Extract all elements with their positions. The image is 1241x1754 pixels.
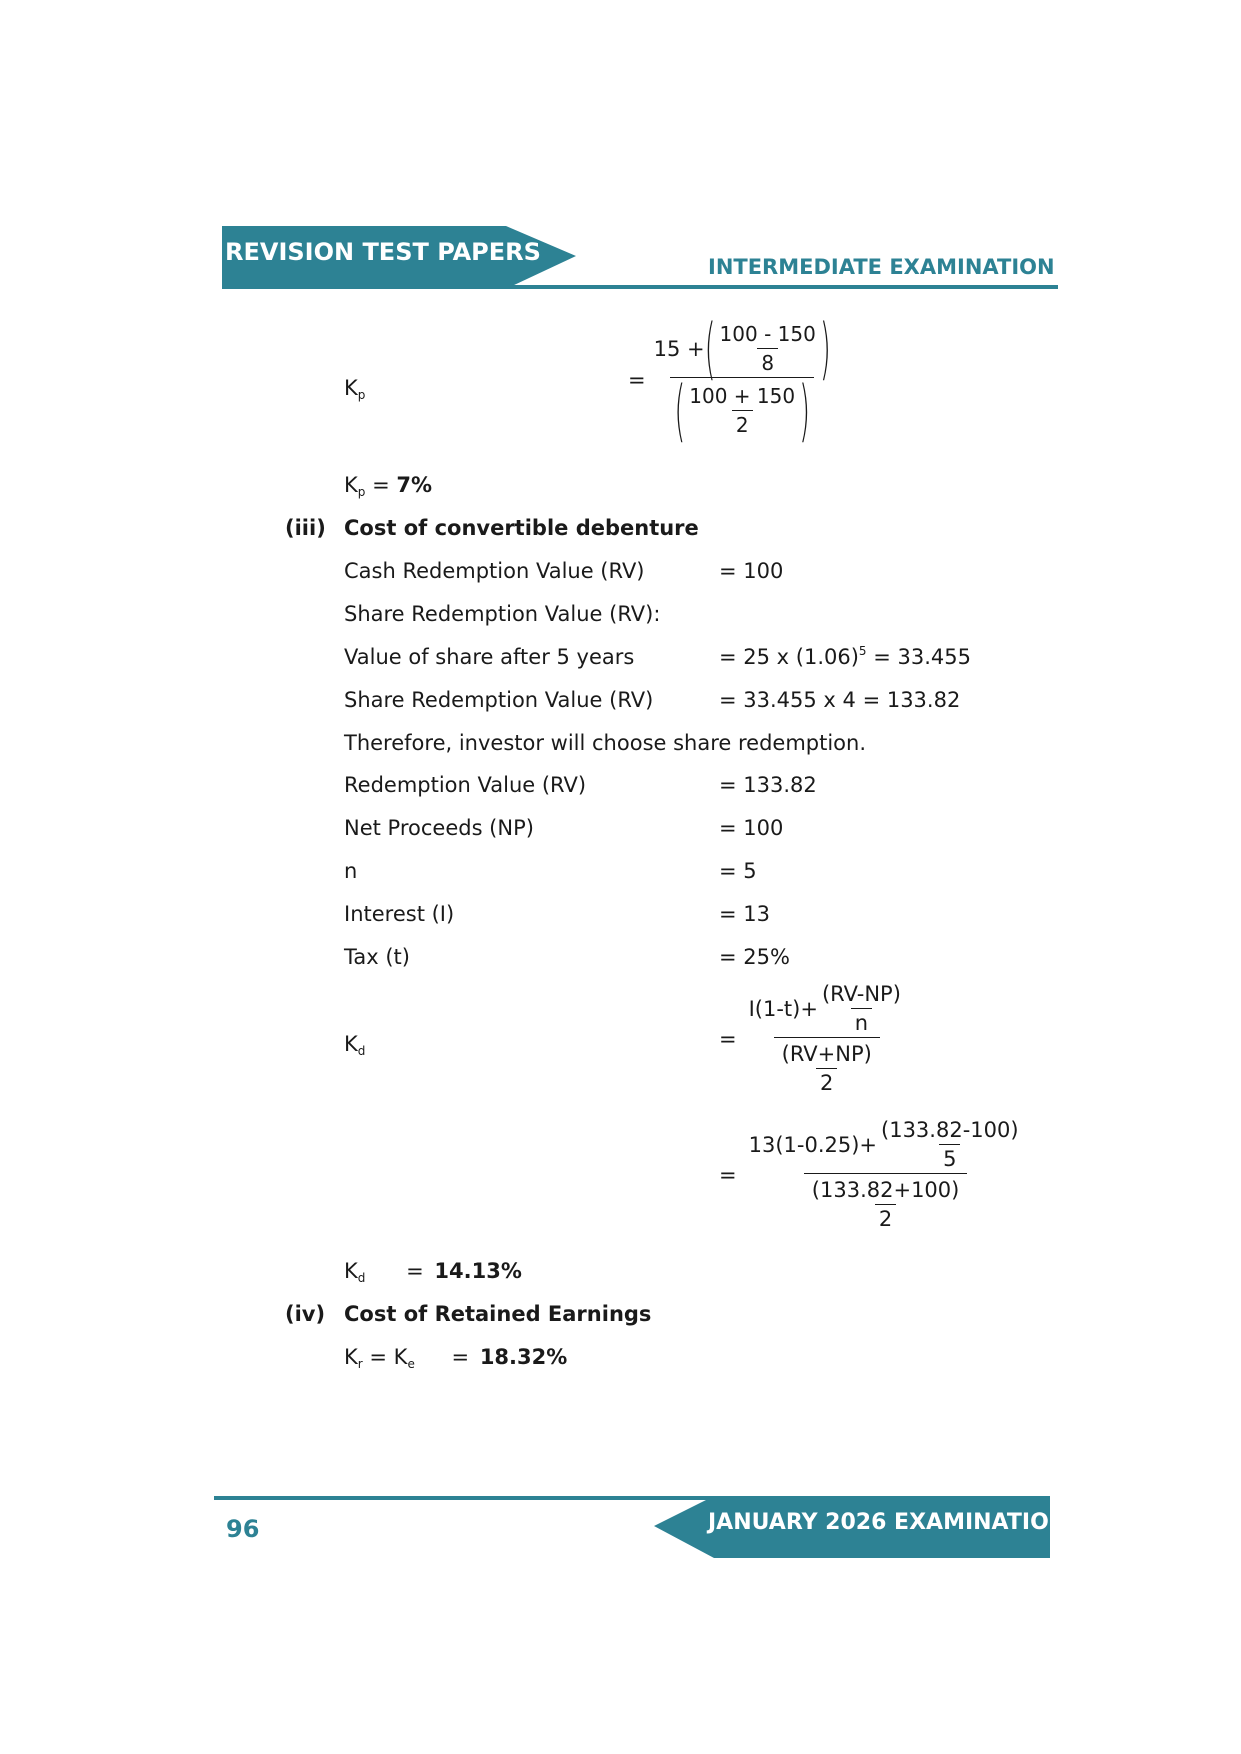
section-iv-title: Cost of Retained Earnings (344, 1302, 652, 1326)
row-label: Cash Redemption Value (RV) (344, 559, 645, 583)
row-label: Share Redemption Value (RV): (344, 602, 661, 626)
footer-right-title: JANUARY 2026 EXAMINATION (708, 1510, 1068, 1535)
kd-formula-general: = I(1-t)+ $\frac{(RV-NP)}{n}$ $\frac{(RV+NP)}{2}$ (719, 982, 901, 1095)
row-value: = 100 (719, 559, 784, 583)
row-value: = 13 (719, 902, 770, 926)
row-label: Net Proceeds (NP) (344, 816, 534, 840)
row-label: Tax (t) (344, 945, 410, 969)
kp-label: $K_p$ (344, 376, 366, 402)
header-rule (222, 285, 1058, 289)
section-iii-number: (iii) (285, 516, 326, 540)
row-value: = 25% (719, 945, 790, 969)
kd-formula-substituted: = 13(1-0.25)+ $\frac{(133.82-100)}{5}$ $\frac{(133.82+100)}{2}$ (719, 1118, 1019, 1231)
row-value: = 5 (719, 859, 757, 883)
kd-label: $K_d$ (344, 1032, 366, 1058)
row-label: Therefore, investor will choose share redemption. (344, 731, 867, 755)
row-label: Interest (I) (344, 902, 455, 926)
section-iii-title: Cost of convertible debenture (344, 516, 699, 540)
header-left-title: REVISION TEST PAPERS (225, 238, 541, 266)
kp-formula: = 15 + ( $\frac{100 - 150}{8}$ ) ( $\frac{100 + 150}{2}$ ) (628, 308, 831, 451)
row-label: Share Redemption Value (RV) (344, 688, 654, 712)
row-value: = 25 x $(1.06)^5 = 33.455$ (719, 644, 971, 669)
row-value: = 100 (719, 816, 784, 840)
row-value: = 33.455 x 4 = 133.82 (719, 688, 961, 712)
kp-result: $K_p = 7\%$ (344, 473, 433, 499)
row-label: n (344, 859, 358, 883)
row-value: = 133.82 (719, 773, 817, 797)
kd-result: $K_d = 14.13\%$ (344, 1259, 522, 1285)
row-label: Value of share after 5 years (344, 645, 635, 669)
page-number: 96 (226, 1515, 260, 1543)
section-iv-number: (iv) (285, 1302, 326, 1326)
kr-result: $K_r = K_e = 18.32\%$ (344, 1345, 568, 1371)
row-label: Redemption Value (RV) (344, 773, 587, 797)
header-right-title: INTERMEDIATE EXAMINATION (708, 255, 1055, 279)
